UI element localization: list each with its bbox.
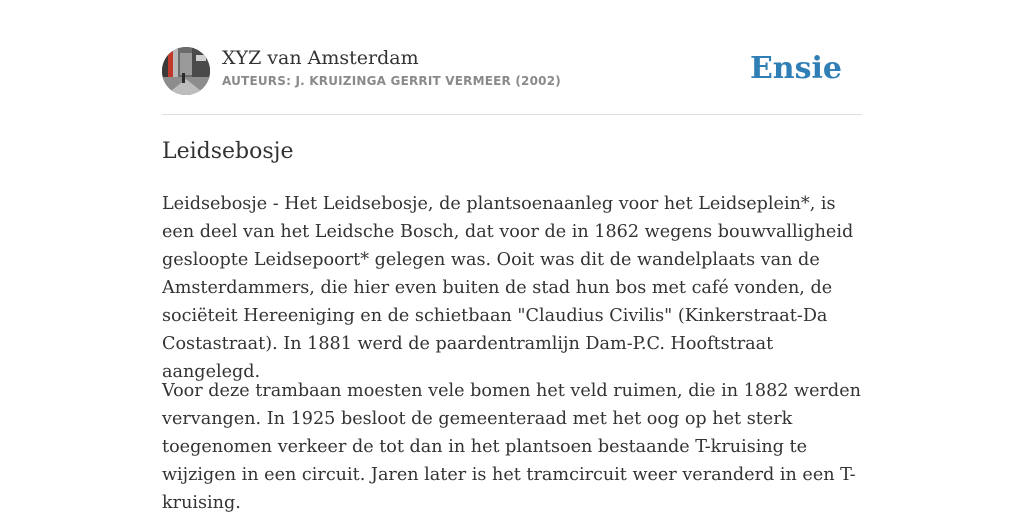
ensie-logo-link[interactable]: Ensie (749, 51, 842, 86)
entry-paragraph-2: Voor deze trambaan moesten vele bomen het veld ruimen, die in 1882 werden vervangen. In 1925 besloot de gemeenteraad met het oog op het sterk toegenomen verkeer de tot dan in het plantsoen bestaande T-kruising te wijzigen in een circuit. Jaren later is het tramcircuit weer veranderd in een T-kruising. (162, 381, 861, 513)
entry-title: Leidsebosje (162, 139, 294, 164)
entry-paragraph-1: Leidsebosje - Het Leidsebosje, de plantsoenaanleg voor het Leidseplein*, is een deel van het Leidsche Bosch, dat voor de in 1862 wegens bouwvalligheid gesloopte Leidsepoort* gelegen was. Ooit was dit de wandelplaats van de Amsterdammers, die hier even buiten de stad hun bos met café vonden, de sociëteit Hereeniging en de schietbaan "Claudius Civilis" (Kinkerstraat-Da Costastraat). In 1881 werd de paardentramlijn Dam-P.C. Hooftstraat aangelegd. (162, 194, 854, 382)
book-title[interactable]: XYZ van Amsterdam (222, 47, 419, 69)
book-authors: AUTEURS: J. KRUIZINGA GERRIT VERMEER (2002) (222, 74, 561, 88)
page-content (162, 0, 862, 513)
book-header (162, 0, 862, 115)
book-cover-photo-icon[interactable] (162, 47, 210, 95)
book-meta (222, 46, 561, 88)
